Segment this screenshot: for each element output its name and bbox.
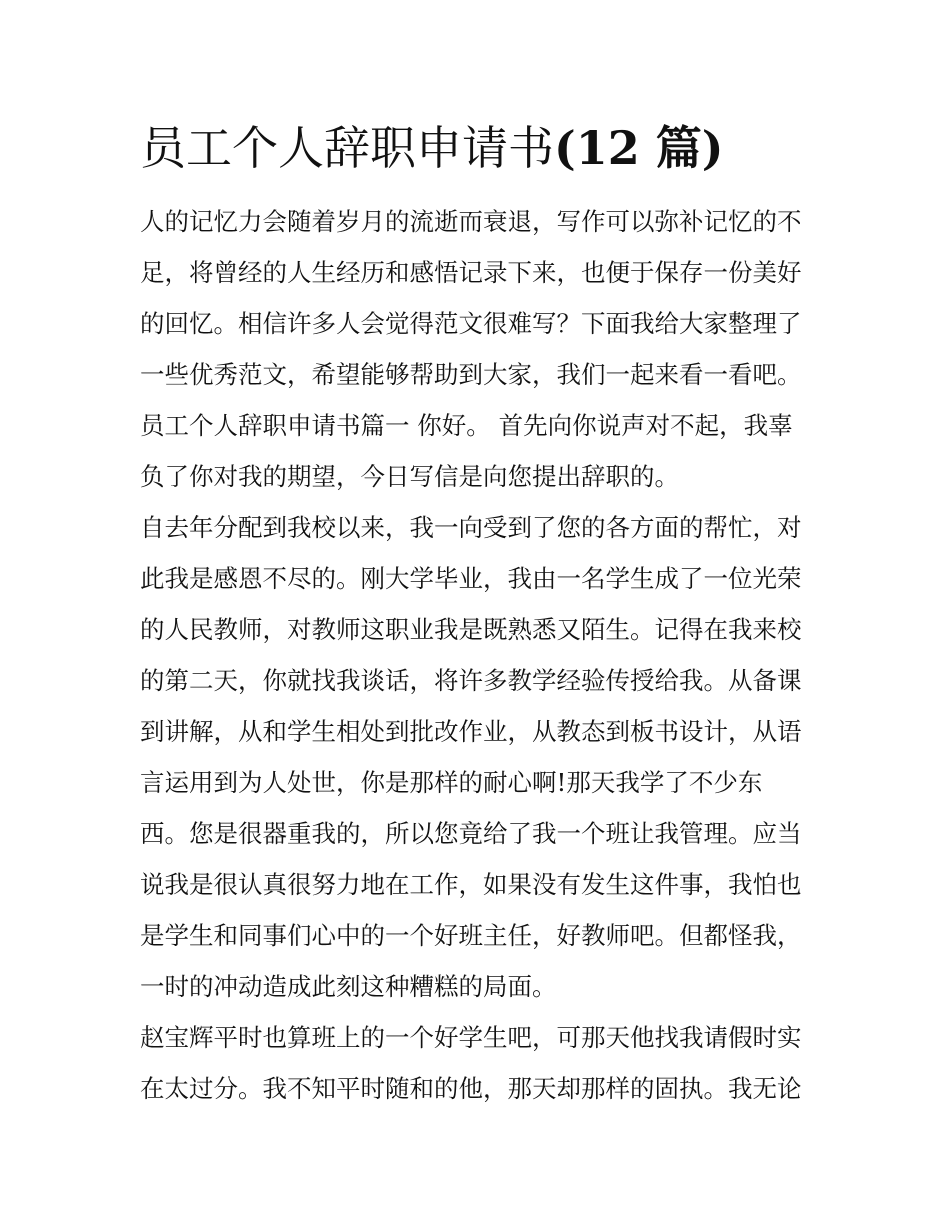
text-line: 在太过分。我不知平时随和的他，那天却那样的固执。我无论 bbox=[140, 1074, 802, 1103]
text-line: 自去年分配到我校以来，我一向受到了您的各方面的帮忙，对 bbox=[140, 513, 802, 542]
text-line: 一些优秀范文，希望能够帮助到大家，我们一起来看一看吧。 bbox=[140, 360, 802, 389]
title-suffix: (12 篇) bbox=[554, 121, 724, 175]
text-line: 到讲解，从和学生相处到批改作业，从教态到板书设计，从语 bbox=[140, 717, 802, 746]
document-title bbox=[140, 118, 724, 178]
text-line: 西。您是很器重我的，所以您竟给了我一个班让我管理。应当 bbox=[140, 819, 802, 848]
text-line: 说我是很认真很努力地在工作，如果没有发生这件事，我怕也 bbox=[140, 870, 802, 899]
text-line: 此我是感恩不尽的。刚大学毕业，我由一名学生成了一位光荣 bbox=[140, 564, 802, 593]
text-line: 的人民教师，对教师这职业我是既熟悉又陌生。记得在我来校 bbox=[140, 615, 802, 644]
text-line: 员工个人辞职申请书篇一 你好。 首先向你说声对不起，我辜 bbox=[140, 411, 793, 440]
text-line: 负了你对我的期望，今日写信是向您提出辞职的。 bbox=[140, 462, 679, 491]
text-line: 的第二天，你就找我谈话，将许多教学经验传授给我。从备课 bbox=[140, 666, 802, 695]
document-body bbox=[140, 196, 820, 1114]
text-line: 言运用到为人处世，你是那样的耐心啊!那天我学了不少东 bbox=[140, 768, 763, 797]
text-line: 赵宝辉平时也算班上的一个好学生吧，可那天他找我请假时实 bbox=[140, 1023, 802, 1052]
text-line: 足，将曾经的人生经历和感悟记录下来，也便于保存一份美好 bbox=[140, 258, 802, 287]
text-line: 是学生和同事们心中的一个好班主任，好教师吧。但都怪我， bbox=[140, 921, 802, 950]
text-line: 人的记忆力会随着岁月的流逝而衰退，写作可以弥补记忆的不 bbox=[140, 207, 802, 236]
text-line: 的回忆。相信许多人会觉得范文很难写？下面我给大家整理了 bbox=[140, 309, 802, 338]
title-main: 员工个人辞职申请书 bbox=[140, 121, 554, 175]
text-line: 一时的冲动造成此刻这种糟糕的局面。 bbox=[140, 972, 557, 1001]
